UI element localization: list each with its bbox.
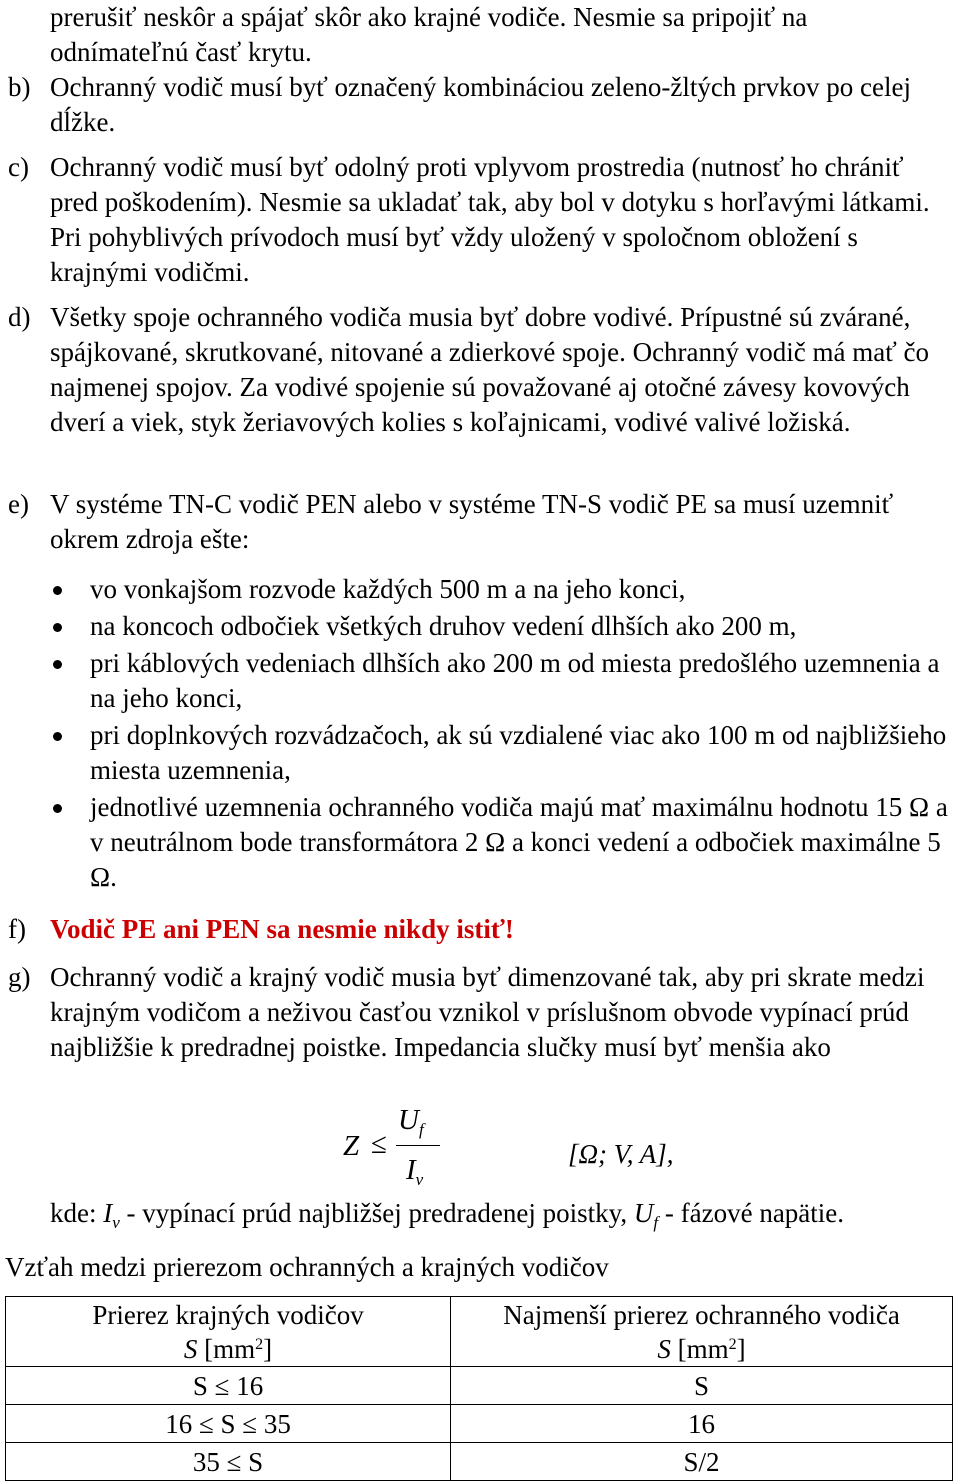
header-title: Najmenší prierez ochranného vodiča: [503, 1299, 900, 1330]
item-e: [8, 487, 954, 557]
item-text: Ochranný vodič a krajný vodič musia byť dimenzované tak, aby pri skrate medzi krajným vodičom a neživou časťou vznikol v príslušnom obvode vypínací prúd najbližšie k predradnej poistke. Impedancia slučky musí byť menšia ako: [50, 962, 925, 1062]
legend-symbol: U: [633, 1198, 654, 1228]
list-item: [48, 718, 948, 788]
legend-subscript: v: [112, 1213, 120, 1232]
formula-denominator: [406, 1153, 423, 1188]
header-title: Prierez krajných vodičov: [92, 1299, 364, 1330]
continued-paragraph: [50, 0, 956, 70]
table-caption: Vzťah medzi prierezom ochranných a krajných vodičov: [5, 1252, 609, 1282]
table-cell: S: [451, 1367, 953, 1405]
item-marker: e): [8, 489, 29, 519]
item-marker: d): [8, 302, 31, 332]
header-unit: S $[mm^2]$: [183, 1333, 273, 1364]
legend-prefix: kde:: [50, 1198, 97, 1228]
item-text: V systéme TN-C vodič PEN alebo v systéme TN-S vodič PE sa musí uzemniť okrem zdroja ešte:: [50, 489, 894, 554]
formula-numerator: [398, 1103, 424, 1138]
item-f: [8, 912, 954, 947]
numerator-symbol: U: [398, 1104, 419, 1136]
item-marker: c): [8, 152, 29, 182]
text-line: prerušiť neskôr a spájať skôr ako krajné vodiče. Nesmie sa pripojiť na: [50, 2, 808, 32]
numerator-subscript: f: [418, 1120, 424, 1139]
item-d: [8, 300, 954, 440]
formula-units: [Ω; V, A],: [568, 1139, 674, 1169]
list-item: [48, 646, 948, 716]
formula-relation: ≤: [371, 1128, 387, 1160]
table-header-row: [6, 1297, 953, 1367]
table-row: [6, 1405, 953, 1443]
list-item-text: pri doplnkových rozvádzačoch, ak sú vzdialené viac ako 100 m od najbližšieho miesta uzemnenia,: [90, 720, 947, 785]
denominator-subscript: v: [415, 1170, 424, 1189]
table-cell: 16: [451, 1405, 953, 1443]
table-header-cell: [6, 1297, 451, 1367]
table-row: [6, 1443, 953, 1481]
table-header-cell: [451, 1297, 953, 1367]
denominator-symbol: I: [406, 1154, 416, 1186]
table-cell: 35 ≤ S: [6, 1443, 451, 1481]
list-item: [48, 572, 948, 607]
bullet-icon: [53, 623, 62, 632]
item-text: Ochranný vodič musí byť odolný proti vplyvom prostredia (nutnosť ho chrániť pred poškodením). Nesmie sa ukladať tak, aby bol v dotyku s horľavými látkami. Pri pohyblivých prívodoch musí byť vždy uložený v spoločnom obložení s krajnými vodičmi.: [50, 152, 930, 287]
list-item-text: pri káblových vedeniach dlhších ako 200 m od miesta predošlého uzemnenia a na jeho konci,: [90, 648, 940, 713]
loop-impedance-formula: [343, 1103, 763, 1193]
text-line: odnímateľnú časť krytu.: [50, 37, 312, 67]
bullet-icon: [53, 732, 62, 741]
bullet-icon: [53, 804, 62, 813]
legend-description: - vypínací prúd najbližšej predradenej poistky,: [126, 1198, 628, 1228]
item-marker: g): [8, 962, 31, 992]
list-item-text: jednotlivé uzemnenia ochranného vodiča majú mať maximálnu hodnotu 15 Ω a v neutrálnom bode transformátora 2 Ω a konci vedení a odbočiek maximálne 5 Ω.: [90, 792, 948, 892]
item-g: [8, 960, 954, 1065]
list-item-text: na koncoch odbočiek všetkých druhov vedení dlhších ako 200 m,: [90, 611, 797, 641]
conductor-cross-section-table: [5, 1296, 953, 1481]
header-unit: S $[mm^2]$: [657, 1333, 746, 1364]
legend-symbol: I: [103, 1198, 113, 1228]
list-item: [48, 609, 948, 644]
list-item-text: vo vonkajšom rozvode každých 500 m a na jeho konci,: [90, 574, 686, 604]
formula-lhs: Z: [343, 1130, 360, 1162]
table-cell: S ≤ 16: [6, 1367, 451, 1405]
item-marker: b): [8, 72, 31, 102]
legend-subscript: f: [653, 1213, 659, 1232]
fraction-bar: [396, 1145, 440, 1146]
warning-text: Vodič PE ani PEN sa nesmie nikdy istiť!: [50, 914, 514, 944]
item-text: Všetky spoje ochranného vodiča musia byť dobre vodivé. Prípustné sú zvárané, spájkované, skrutkované, nitované a zdierkové spoje. Ochranný vodič má mať čo najmenej spojov. Za vodivé spojenie sú považované aj otočné závesy kovových dverí a viek, styk žeriavových kolies s koľajnicami, vodivé valivé ložiská.: [50, 302, 930, 437]
bullet-icon: [53, 586, 62, 595]
item-marker: f): [8, 914, 26, 944]
table-cell: 16 ≤ S ≤ 35: [6, 1405, 451, 1443]
list-item: [48, 790, 948, 895]
item-text: Ochranný vodič musí byť označený kombináciou zeleno-žltých prvkov po celej dĺžke.: [50, 72, 912, 137]
table-cell: S/2: [451, 1443, 953, 1481]
grounding-list: [48, 572, 948, 897]
variable-legend: [50, 1196, 844, 1231]
table-row: [6, 1367, 953, 1405]
legend-description: - fázové napätie.: [664, 1198, 845, 1228]
item-c: [8, 150, 954, 290]
bullet-icon: [53, 660, 62, 669]
item-b: [8, 70, 954, 140]
